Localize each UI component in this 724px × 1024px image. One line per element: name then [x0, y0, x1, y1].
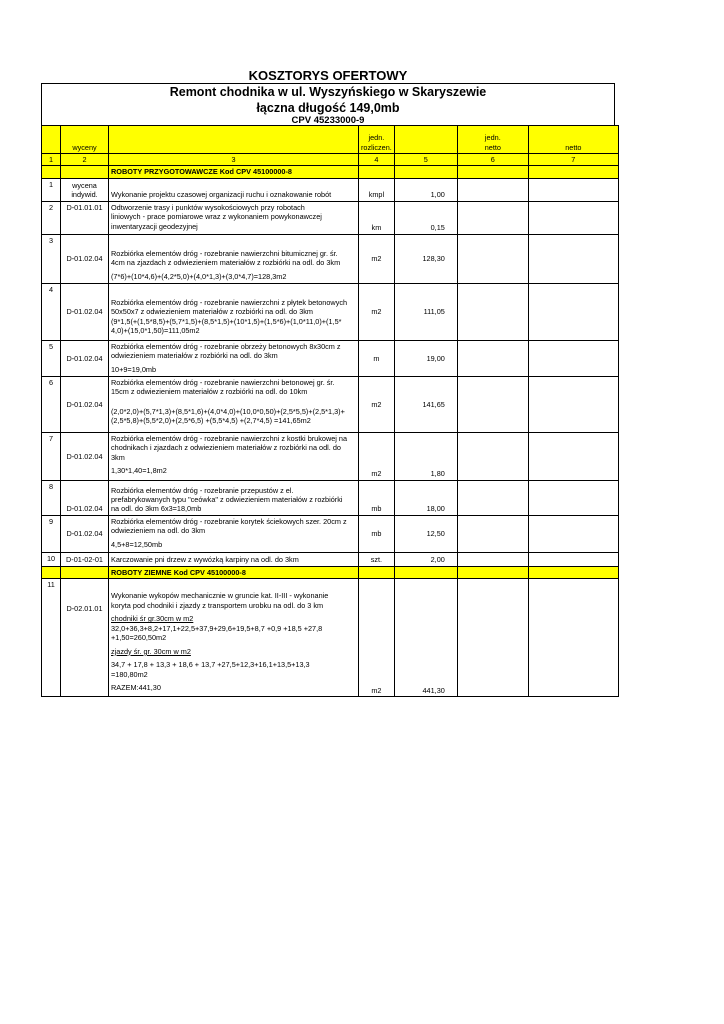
row-quantity: 1,80 [394, 432, 457, 480]
table-row [42, 515, 619, 552]
row-calculation: 4,0)+(15,0*1,50)=111,05m2 [111, 326, 200, 336]
row-code: D-01.02.04 [61, 432, 109, 480]
row-unit: mb [359, 515, 395, 552]
row-calculation: 1,30*1,40=1,8m2 [111, 466, 167, 476]
row-lp: 11 [42, 579, 61, 697]
row-quantity: 18,00 [394, 480, 457, 515]
project-name: Remont chodnika w ul. Wyszyńskiego w Skaryszewie [169, 85, 487, 99]
header-cell-unit [359, 126, 395, 154]
row-calculation: 32,0+36,3+8,2+17,1+22,5+37,9+29,6+19,5+8,7 +0,9 +18,5 +27,8 [111, 623, 323, 633]
row-calculation: +1,50=260,50m2 [111, 633, 167, 643]
table-row [42, 234, 619, 283]
row-code: D-01.01.01 [61, 201, 109, 234]
row-unit-price [457, 178, 528, 201]
subsection-label: chodniki śr gr.30cm w m2 [111, 614, 194, 624]
row-description: Rozbiórka elementów dróg - rozebranie nawierzchni betonowej gr. śr. 15cm z odwiezieniem materiałów z rozbiórki na odl. do 10km (2,0*2,0)+(5,7*1,3)+(8,5*1,6)+(4,0*4,0)+(10,0*0,50)+(2,5*5,5)+(2,5*1,3)+ (2,5*5,8)+(5,5*2,0)+(2,5*6,5) +(5,5*4,5) +(2,7*4,5) =141,65m2 [109, 376, 359, 432]
row-code: D-01.02.04 [61, 283, 109, 340]
row-description: Rozbiórka elementów dróg - rozebranie obrzeży betonowych 8x30cm z odwiezieniem materiałów z rozbiórki na odl. do 3km 10+9=19,0mb [109, 340, 359, 376]
document-title: KOSZTORYS OFERTOWY [248, 68, 408, 83]
row-code: D-02.01.01 [61, 579, 109, 697]
row-unit: mb [359, 480, 395, 515]
table-row [42, 201, 619, 234]
row-calculation: (2,5*5,8)+(5,5*2,0)+(2,5*6,5) +(5,5*4,5) +(2,7*4,5) =141,65m2 [111, 416, 311, 426]
section-label: ROBOTY ZIEMNE Kod CPV 45100000-8 [109, 566, 359, 578]
row-unit: kmpl [359, 178, 395, 201]
header-unit-line2: rozliczen. [361, 142, 392, 152]
table-row [42, 340, 619, 376]
col-number: 7 [528, 154, 618, 166]
row-quantity: 19,00 [394, 340, 457, 376]
row-lp: 8 [42, 480, 61, 515]
header-row [42, 126, 619, 154]
row-lp: 9 [42, 515, 61, 552]
estimate-table [41, 125, 619, 697]
row-calculation: (2,0*2,0)+(5,7*1,3)+(8,5*1,6)+(4,0*4,0)+(10,0*0,50)+(2,5*5,5)+(2,5*1,3)+ [111, 406, 345, 416]
col-number: 3 [109, 154, 359, 166]
row-quantity: 1,00 [394, 178, 457, 201]
project-length: łączna długość 149,0mb [256, 101, 400, 115]
row-code: D-01.02.04 [61, 480, 109, 515]
row-quantity: 141,65 [394, 376, 457, 432]
row-code: D-01.02.04 [61, 376, 109, 432]
row-code: wycena indywid. [61, 178, 109, 201]
table-row [42, 579, 619, 697]
row-lp: 6 [42, 376, 61, 432]
section-row [42, 166, 619, 178]
row-description: Odtworzenie trasy i punktów wysokościowych przy robotach liniowych - prace pomiarowe wraz z wykonaniem powykonawczej inwentaryzacji geodezyjnej [109, 201, 359, 234]
row-unit: m2 [359, 579, 395, 697]
table-row [42, 480, 619, 515]
header-unit-line1: jedn. [368, 133, 385, 143]
row-lp: 4 [42, 283, 61, 340]
row-quantity: 111,05 [394, 283, 457, 340]
row-quantity: 2,00 [394, 552, 457, 566]
row-unit: m [359, 340, 395, 376]
row-lp: 2 [42, 201, 61, 234]
row-quantity: 128,30 [394, 234, 457, 283]
row-quantity: 0,15 [394, 201, 457, 234]
row-calculation: (7*6)+(10*4,6)+(4,2*5,0)+(4,0*1,3)+(3,0*4,7)=128,3m2 [111, 271, 287, 281]
col-number: 1 [42, 154, 61, 166]
header-cell-unit-price [457, 126, 528, 154]
row-calculation: 34,7 + 17,8 + 13,3 + 18,6 + 13,7 +27,5+12,3+16,1+13,5+13,3 [111, 660, 310, 670]
table-row [42, 432, 619, 480]
cpv-code: CPV 45233000-9 [291, 115, 365, 126]
row-net [528, 178, 618, 201]
col-number: 6 [457, 154, 528, 166]
row-unit: m2 [359, 376, 395, 432]
col-number: 4 [359, 154, 395, 166]
header-cell-wyceny: wyceny [61, 126, 109, 154]
row-description: Karczowanie pni drzew z wywózką karpiny na odl. do 3km [109, 552, 359, 566]
header-cell-qty [394, 126, 457, 154]
row-unit: szt. [359, 552, 395, 566]
header-cell-net: netto [528, 126, 618, 154]
row-description: Rozbiórka elementów dróg - rozebranie przepustów z el. prefabrykowanych typu "ceówka" z odwiezieniem materiałów z rozbiórki na odl. do 3km 6x3=18,0mb [109, 480, 359, 515]
column-number-row [42, 154, 619, 166]
row-lp: 3 [42, 234, 61, 283]
table-row [42, 178, 619, 201]
row-code: D-01-02-01 [61, 552, 109, 566]
row-calculation: 10+9=19,0mb [111, 364, 157, 374]
row-quantity: 441,30 [394, 579, 457, 697]
row-code: D-01.02.04 [61, 340, 109, 376]
row-description: Rozbiórka elementów dróg - rozebranie nawierzchni z płytek betonowych 50x50x7 z odwiezieniem materiałów z rozbiórki na odl. do 3km (9*1,5(+(1,5*8,5)+(5,7*1,5)+(8,5*1,5)+(10*1,5)+(1,5*6)+(1,0*11,0)+(1,5* 4,0)+(15,0*1,50)=111,05m2 [109, 283, 359, 340]
subsection-label: zjazdy śr. gr. 30cm w m2 [111, 646, 191, 656]
table-row [42, 376, 619, 432]
table-row [42, 552, 619, 566]
header-cell-lp [42, 126, 61, 154]
row-calculation: 4,5+8=12,50mb [111, 539, 163, 549]
row-lp: 5 [42, 340, 61, 376]
row-unit: m2 [359, 234, 395, 283]
row-description: Wykonanie projektu czasowej organizacji ruchu i oznakowanie robót [109, 178, 359, 201]
row-calculation: =180,80m2 [111, 669, 148, 679]
row-unit: m2 [359, 283, 395, 340]
row-lp: 10 [42, 552, 61, 566]
section-label: ROBOTY PRZYGOTOWAWCZE Kod CPV 45100000-8 [109, 166, 359, 178]
row-unit: m2 [359, 432, 395, 480]
row-description: Rozbiórka elementów dróg - rozebranie nawierzchni bitumicznej gr. śr. 4cm na zjazdach z odwiezieniem materiałów z rozbiórki na odl. do 3km (7*6)+(10*4,6)+(4,2*5,0)+(4,0*1,3)+(3,0*4,7)=128,3m2 [109, 234, 359, 283]
row-description: Wykonanie wykopów mechanicznie w gruncie kat. II-III - wykonanie koryta pod chodniki i zjazdy z transportem urobku na odl. do 3 km chodniki śr gr.30cm w m2 32,0+36,3+8,2+17,1+22,5+37,9+29,6+19,5+8,7 +0,9 +18,5 +27,8 +1,50=260,50m2 zjazdy śr. gr. 30cm w m2 34,7 + 17,8 + 13,3 + 18,6 + 13,7 +27,5+12,3+16,1+13,5+13,3 =180,80m2 RAZEM:441,30 [109, 579, 359, 697]
header-price-line1: jedn. [484, 133, 501, 143]
col-number: 2 [61, 154, 109, 166]
table-row [42, 283, 619, 340]
col-number: 5 [394, 154, 457, 166]
row-description: Rozbiórka elementów dróg - rozebranie nawierzchni z kostki brukowej na chodnikach i zjazdach z odwiezieniem materiałów z rozbiórki na odl. do 3km 1,30*1,40=1,8m2 [109, 432, 359, 480]
row-code: D-01.02.04 [61, 515, 109, 552]
row-code: D-01.02.04 [61, 234, 109, 283]
row-total: RAZEM:441,30 [111, 683, 161, 693]
header-price-line2: netto [484, 142, 501, 152]
row-calculation: (9*1,5(+(1,5*8,5)+(5,7*1,5)+(8,5*1,5)+(10*1,5)+(1,5*6)+(1,0*11,0)+(1,5* [111, 316, 342, 326]
row-quantity: 12,50 [394, 515, 457, 552]
row-lp: 1 [42, 178, 61, 201]
row-lp: 7 [42, 432, 61, 480]
row-description: Rozbiórka elementów dróg - rozebranie korytek ściekowych szer. 20cm z odwiezieniem na odl. do 3km 4,5+8=12,50mb [109, 515, 359, 552]
section-row [42, 566, 619, 578]
row-unit: km [359, 201, 395, 234]
header-cell-description [109, 126, 359, 154]
